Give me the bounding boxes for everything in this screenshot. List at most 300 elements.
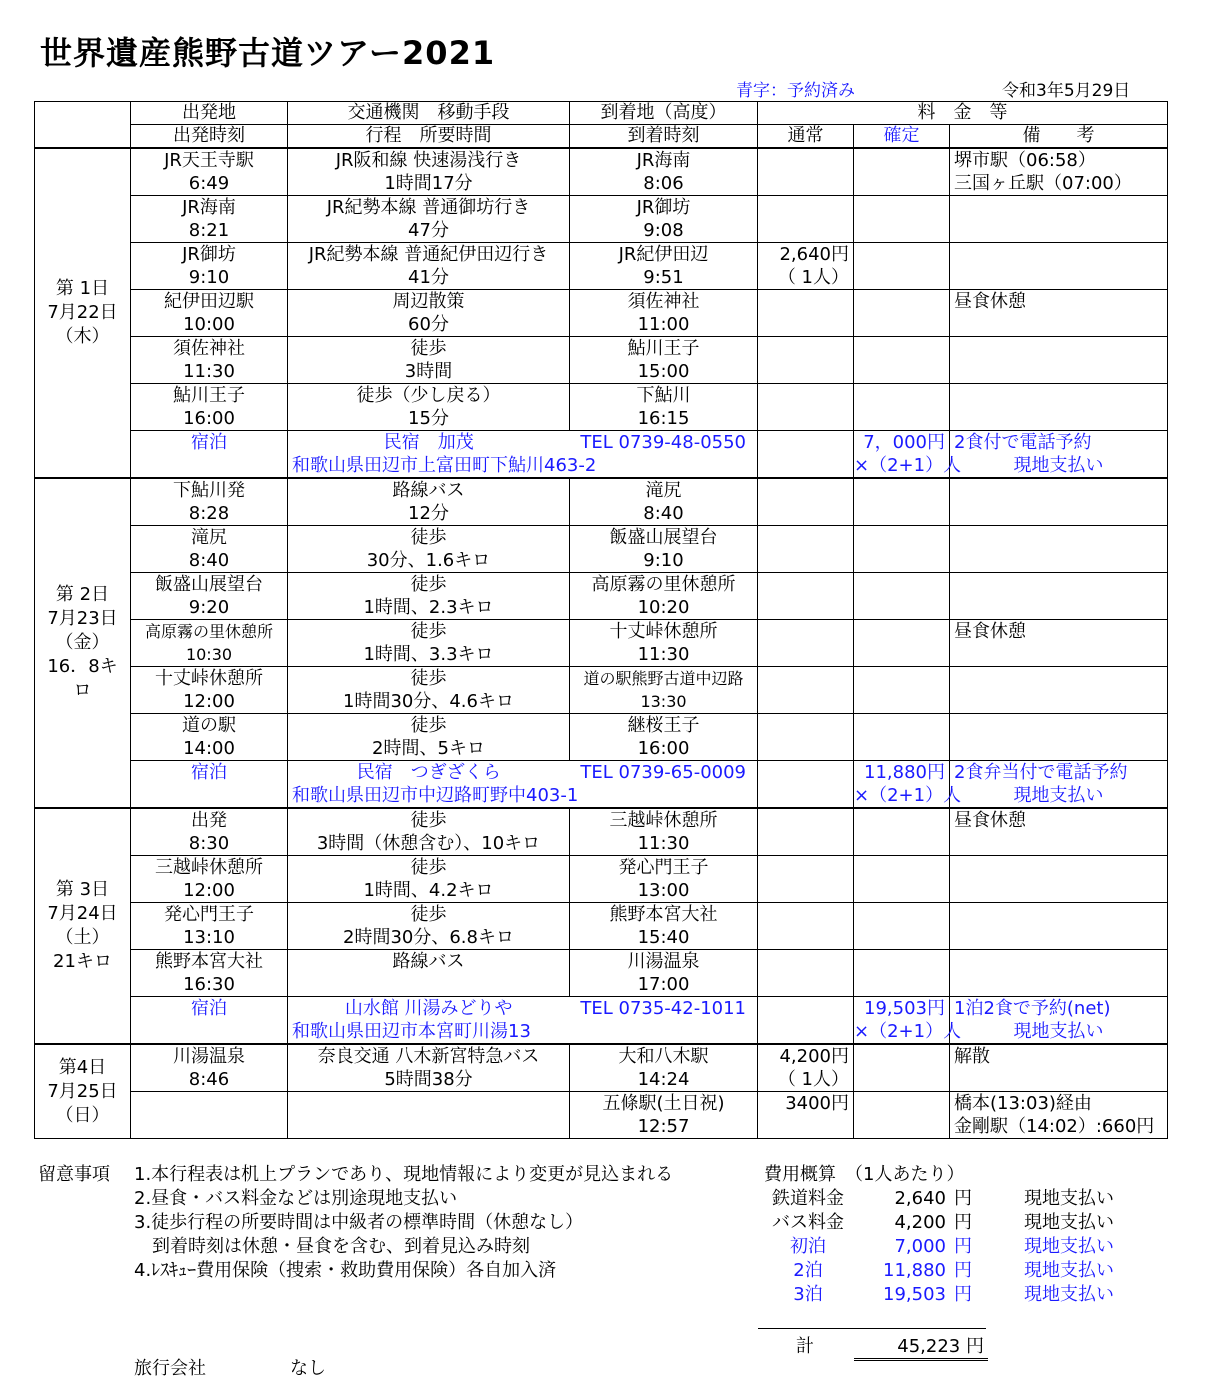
cell-line: 十丈峠休憩所	[609, 621, 718, 642]
transport-cell	[288, 808, 570, 856]
cell-line: 8:46	[188, 1069, 230, 1090]
remarks-cell	[950, 997, 1168, 1045]
cost-row	[764, 1235, 1114, 1259]
transport-cell	[288, 856, 570, 903]
cell-line: JR紀勢本線 普通紀伊田辺行き	[308, 244, 549, 265]
remarks-cell	[950, 243, 1168, 290]
arrival-cell	[570, 620, 758, 667]
cell-line: 宿泊	[191, 998, 227, 1019]
transport-cell	[288, 243, 570, 290]
cell-line: 滝尻	[191, 527, 227, 548]
cell-line: 金剛駅（14:02）:660円	[954, 1116, 1155, 1137]
total-label: 計	[796, 1336, 814, 1357]
lodging-line	[288, 761, 757, 784]
day-label	[35, 478, 131, 808]
arrival-cell	[570, 573, 758, 620]
cell-line: 飯盛山展望台	[155, 574, 263, 595]
header-arrival: 到着地（高度）	[570, 102, 758, 125]
cell-line: 9:10	[643, 550, 684, 571]
cell-line: 十丈峠休憩所	[155, 668, 263, 689]
transport-cell	[288, 478, 570, 526]
departure-cell	[131, 148, 288, 196]
cell-line: ×（2+1）人	[854, 1021, 962, 1042]
cell-line: 三国ヶ丘駅（07:00）	[954, 173, 1132, 194]
cell-line: （金）	[55, 632, 110, 653]
cell-line: 13:30	[640, 692, 687, 711]
cell-line: 1時間、2.3キロ	[363, 597, 494, 618]
cell-line: 第 1日	[55, 278, 110, 299]
lodging-label	[131, 997, 288, 1045]
departure-cell	[131, 667, 288, 714]
cell-line: 滝尻	[645, 480, 682, 501]
cell-line: 川湯温泉	[173, 1046, 245, 1067]
remarks-cell	[950, 573, 1168, 620]
header-row-2	[35, 125, 1168, 149]
cell-line: 15分	[408, 408, 449, 429]
remarks-cell	[950, 950, 1168, 997]
normal-fee-cell	[758, 761, 854, 809]
cost-item-unit: 円	[954, 1212, 972, 1233]
cell-line: （ 1人）	[777, 267, 849, 288]
cell-line: 現地支払い	[1013, 1021, 1104, 1042]
cost-row	[764, 1211, 1114, 1235]
notes-label: 留意事項	[38, 1164, 110, 1185]
transport-cell	[288, 1044, 570, 1092]
arrival-cell	[570, 903, 758, 950]
header-departure-time: 出発時刻	[131, 125, 288, 149]
cell-line: 熊野本宮大社	[609, 904, 718, 925]
cost-item-payment: 現地支払い	[1024, 1260, 1114, 1281]
cell-line: 2,640円	[779, 244, 849, 265]
cell-line: 現地支払い	[1013, 455, 1104, 476]
confirmed-fee-cell	[854, 620, 950, 667]
cell-line: ×（2+1）人	[854, 785, 962, 806]
confirmed-fee-cell	[854, 243, 950, 290]
remarks-cell	[950, 667, 1168, 714]
confirmed-fee-cell	[854, 337, 950, 384]
cell-line: 11,880円	[864, 762, 945, 783]
arrival-cell	[570, 196, 758, 243]
cell-line: 11:30	[637, 833, 690, 854]
cell-line: 8:21	[188, 220, 230, 241]
cell-line: 下鮎川発	[173, 480, 245, 501]
header-fees: 料 金 等	[758, 102, 1168, 125]
cell-line: 8:30	[188, 833, 230, 854]
lodging-phone: TEL 0739-48-0550	[580, 432, 747, 453]
cell-line: 1時間17分	[384, 173, 473, 194]
transport-cell	[288, 148, 570, 196]
departure-cell	[131, 478, 288, 526]
lodging-phone: TEL 0735-42-1011	[580, 998, 747, 1019]
cell-line: 9:20	[188, 597, 230, 618]
cell-line: 12分	[408, 503, 449, 524]
arrival-cell	[570, 714, 758, 761]
confirmed-fee-cell	[854, 1044, 950, 1092]
normal-fee-cell	[758, 384, 854, 431]
cell-line: 16:30	[183, 974, 235, 995]
remarks-cell	[950, 856, 1168, 903]
transport-cell	[288, 667, 570, 714]
cost-title: 費用概算 （1人あたり）	[764, 1164, 965, 1185]
lodging-label	[131, 761, 288, 809]
remarks-cell	[950, 478, 1168, 526]
cell-line: 41分	[408, 267, 449, 288]
normal-fee-cell	[758, 148, 854, 196]
cell-line: 7月23日	[47, 608, 118, 629]
arrival-cell	[570, 290, 758, 337]
confirmed-fee-cell	[854, 950, 950, 997]
cell-line: 11:30	[183, 361, 235, 382]
normal-fee-cell	[758, 667, 854, 714]
normal-fee-cell	[758, 526, 854, 573]
notes-list	[134, 1163, 673, 1283]
cell-line: 8:06	[643, 173, 684, 194]
itinerary-row	[35, 196, 1168, 243]
departure-cell	[131, 290, 288, 337]
itinerary-row	[35, 808, 1168, 856]
cell-line: 3時間（休憩含む）、10キロ	[316, 833, 541, 854]
confirmed-fee-cell	[854, 667, 950, 714]
cell-line: 12:00	[183, 880, 235, 901]
cell-line: 徒歩（少し戻る）	[356, 385, 501, 406]
lodging-address: 和歌山県田辺市本宮町川湯13	[292, 1021, 531, 1042]
lodging-address: 和歌山県田辺市上富田町下鮎川463-2	[292, 455, 597, 476]
cell-line: 2時間30分、6.8キロ	[343, 927, 514, 948]
confirmed-fee-cell	[854, 478, 950, 526]
agency-value: なし	[290, 1358, 326, 1379]
cell-line: JR御坊	[182, 244, 236, 265]
cell-line: 7月24日	[47, 903, 118, 924]
cell-line: JR紀勢本線 普通御坊行き	[326, 197, 531, 218]
cell-line: 周辺散策	[392, 291, 465, 312]
header-row-1	[35, 102, 1168, 125]
cell-line: 10:30	[185, 645, 233, 664]
cell-line: 9:08	[643, 220, 684, 241]
cell-line: 熊野本宮大社	[155, 951, 263, 972]
cost-row	[764, 1187, 1114, 1211]
cell-line: 道の駅	[182, 715, 236, 736]
cell-line: 8:40	[188, 550, 230, 571]
note-item: 到着時刻は休憩・昼食を含む、到着見込み時刻	[134, 1236, 530, 1257]
cell-line: （日）	[55, 1104, 110, 1126]
confirmed-fee-cell	[854, 148, 950, 196]
cost-item-value: 11,880	[883, 1260, 946, 1281]
departure-cell	[131, 384, 288, 431]
cell-line: 8:40	[643, 503, 684, 524]
itinerary-row	[35, 903, 1168, 950]
cell-line: JR紀伊田辺	[618, 244, 709, 265]
itinerary-row	[35, 384, 1168, 431]
itinerary-row	[35, 950, 1168, 997]
cell-line: 16:00	[183, 408, 235, 429]
lodging-info	[288, 431, 758, 479]
departure-cell	[131, 526, 288, 573]
note-item: 4.ﾚｽｷｭｰ費用保険（捜索・救助費用保険）各自加入済	[134, 1260, 557, 1281]
transport-cell	[288, 714, 570, 761]
cell-line: 30分、1.6キロ	[366, 550, 491, 571]
normal-fee-cell	[758, 856, 854, 903]
cell-line: 徒歩	[410, 621, 447, 642]
cell-line: 徒歩	[410, 857, 447, 878]
remarks-cell	[950, 1092, 1168, 1139]
cell-line: 6:49	[188, 173, 230, 194]
cell-line: 13:10	[183, 927, 235, 948]
cell-line: 飯盛山展望台	[609, 527, 718, 548]
confirmed-fee-cell	[854, 384, 950, 431]
arrival-cell	[570, 808, 758, 856]
itinerary-row	[35, 620, 1168, 667]
confirmed-fee-cell	[854, 856, 950, 903]
cell-line: JR海南	[182, 197, 236, 218]
cell-line: 14:00	[183, 738, 235, 759]
cell-line: 21キロ	[53, 951, 112, 972]
day-label	[35, 148, 131, 478]
confirmed-fee-cell	[854, 761, 962, 809]
cell-line: 1泊2食で予約(net)	[954, 998, 1111, 1019]
lodging-row	[35, 761, 1168, 809]
lodging-info	[288, 761, 758, 809]
cost-row	[764, 1259, 1114, 1283]
cell-line: 宿泊	[191, 762, 227, 783]
itinerary-row	[35, 243, 1168, 290]
lodging-row	[35, 997, 1168, 1045]
cell-line: 徒歩	[410, 338, 447, 359]
cell-line: 16．8キ	[47, 656, 118, 677]
day-label	[35, 808, 131, 1044]
note-item: 3.徒歩行程の所要時間は中級者の標準時間（休憩なし）	[134, 1212, 584, 1233]
remarks-cell	[950, 384, 1168, 431]
remarks-cell	[950, 1044, 1168, 1092]
cost-row	[764, 1283, 1114, 1307]
normal-fee-cell	[758, 243, 854, 290]
cell-line: 須佐神社	[627, 291, 700, 312]
cell-line: 2時間、5キロ	[372, 738, 485, 759]
cell-line: 大和八木駅	[618, 1046, 709, 1067]
header-departure: 出発地	[131, 102, 288, 125]
cell-line: 4,200円	[779, 1046, 849, 1067]
cost-item-unit: 円	[954, 1260, 972, 1281]
cell-line: 16:15	[637, 408, 690, 429]
arrival-cell	[570, 384, 758, 431]
cell-line: 鮎川王子	[173, 385, 245, 406]
legend-reserved: 青字：予約済み	[736, 81, 855, 101]
remarks-cell	[950, 903, 1168, 950]
cell-line: 発心門王子	[164, 904, 254, 925]
remarks-cell	[950, 290, 1168, 337]
arrival-cell	[570, 856, 758, 903]
cost-summary	[764, 1163, 1114, 1307]
note-item: 2.昼食・バス料金などは別途現地支払い	[134, 1188, 458, 1209]
cell-line: 宿泊	[191, 432, 227, 453]
cost-item-label: 初泊	[790, 1236, 826, 1257]
cell-line: 7，000円	[863, 432, 945, 453]
remarks-cell	[950, 761, 1168, 809]
cell-line: 1時間、3.3キロ	[363, 644, 494, 665]
cell-line: 下鮎川	[636, 385, 691, 406]
itinerary-row	[35, 856, 1168, 903]
lodging-address: 和歌山県田辺市中辺路町野中403-1	[292, 785, 579, 806]
cost-item-label: 鉄道料金	[772, 1188, 844, 1209]
cell-line: 継桜王子	[627, 715, 700, 736]
cell-line: 10:00	[183, 314, 235, 335]
arrival-cell	[570, 950, 758, 997]
cell-line: 昼食休憩	[954, 291, 1026, 312]
departure-cell	[131, 337, 288, 384]
cell-line: 奈良交通 八木新宮特急バス	[317, 1046, 540, 1067]
remarks-cell	[950, 714, 1168, 761]
normal-fee-cell	[758, 1092, 854, 1139]
transport-cell	[288, 337, 570, 384]
itinerary-row	[35, 573, 1168, 620]
lodging-label	[131, 431, 288, 479]
cell-line: 路線バス	[392, 951, 465, 972]
remarks-cell	[950, 808, 1168, 856]
lodging-name: 山水館 川湯みどりや	[344, 998, 513, 1019]
transport-cell	[288, 950, 570, 997]
cost-item-value: 4,200	[894, 1212, 946, 1233]
cell-line: ×（2+1）人	[854, 455, 962, 476]
document-date: 令和3年5月29日	[1002, 81, 1131, 101]
confirmed-fee-cell	[854, 808, 950, 856]
cell-line: 9:10	[188, 267, 230, 288]
confirmed-fee-cell	[854, 196, 950, 243]
remarks-cell	[950, 196, 1168, 243]
transport-cell	[288, 384, 570, 431]
cell-line: 16:00	[637, 738, 690, 759]
transport-cell	[288, 526, 570, 573]
cell-line: 三越峠休憩所	[609, 810, 718, 831]
note-item: 1.本行程表は机上プランであり、現地情報により変更が見込まれる	[134, 1164, 674, 1185]
cost-item-payment: 現地支払い	[1024, 1212, 1114, 1233]
normal-fee-cell	[758, 478, 854, 526]
cost-item-payment: 現地支払い	[1024, 1188, 1114, 1209]
itinerary-row	[35, 337, 1168, 384]
cell-line: 7月22日	[47, 302, 118, 323]
lodging-row	[35, 431, 1168, 479]
itinerary-row	[35, 478, 1168, 526]
normal-fee-cell	[758, 196, 854, 243]
cell-line: JR天王寺駅	[164, 150, 254, 171]
cell-line: 現地支払い	[1013, 785, 1104, 806]
departure-cell	[131, 903, 288, 950]
arrival-cell	[570, 1092, 758, 1139]
cell-line: 徒歩	[410, 574, 447, 595]
header-transport: 交通機関 移動手段	[288, 102, 570, 125]
header-normal: 通常	[758, 125, 854, 149]
remarks-cell	[950, 526, 1168, 573]
arrival-cell	[570, 148, 758, 196]
departure-cell	[131, 243, 288, 290]
cell-line: 第 3日	[55, 879, 110, 900]
cell-line: 3時間	[404, 361, 453, 382]
cell-line: 3400円	[785, 1093, 849, 1114]
itinerary-row	[35, 667, 1168, 714]
cell-line: 高原霧の里休憩所	[591, 574, 736, 595]
arrival-cell	[570, 478, 758, 526]
arrival-cell	[570, 337, 758, 384]
cell-line: 15:00	[637, 361, 690, 382]
cell-line: 昼食休憩	[954, 621, 1026, 642]
cell-line: 徒歩	[410, 527, 447, 548]
arrival-cell	[570, 667, 758, 714]
cell-line: 15:40	[637, 927, 690, 948]
cell-line: 8:28	[188, 503, 230, 524]
cell-line: 道の駅熊野古道中辺路	[583, 669, 744, 688]
cost-item-payment: 現地支払い	[1024, 1284, 1114, 1305]
cost-item-unit: 円	[954, 1284, 972, 1305]
header-remarks: 備 考	[950, 125, 1168, 149]
cost-item-payment: 現地支払い	[1024, 1236, 1114, 1257]
arrival-cell	[570, 243, 758, 290]
travel-agency	[134, 1354, 326, 1380]
cell-line: 2食付で電話予約	[954, 432, 1092, 453]
cost-item-value: 2,640	[894, 1188, 946, 1209]
cost-item-label: 2泊	[793, 1260, 823, 1281]
cell-line: （木）	[55, 326, 110, 347]
normal-fee-cell	[758, 573, 854, 620]
lodging-line	[288, 997, 757, 1020]
cell-line: 鮎川王子	[627, 338, 700, 359]
remarks-cell	[950, 620, 1168, 667]
header-day	[35, 102, 131, 149]
cell-line: ロ	[73, 680, 92, 701]
transport-cell	[288, 1092, 570, 1139]
total-value: 45,223 円	[854, 1332, 988, 1361]
normal-fee-cell	[758, 431, 854, 479]
cell-line: 徒歩	[410, 904, 447, 925]
cell-line: 1時間30分、4.6キロ	[343, 691, 514, 712]
cell-line: 12:57	[637, 1116, 690, 1137]
cell-line: （ 1人）	[777, 1069, 849, 1090]
cell-line: 47分	[408, 220, 449, 241]
cost-item-label: 3泊	[793, 1284, 823, 1305]
normal-fee-cell	[758, 808, 854, 856]
cell-line: 19,503円	[864, 998, 945, 1019]
cell-line: 徒歩	[410, 810, 447, 831]
agency-label: 旅行会社	[134, 1358, 206, 1379]
cell-line: 出発	[191, 810, 227, 831]
departure-cell	[131, 950, 288, 997]
header-arrival-time: 到着時刻	[570, 125, 758, 149]
itinerary-row	[35, 714, 1168, 761]
cell-line: 三越峠休憩所	[155, 857, 263, 878]
cell-line: 7月25日	[47, 1080, 118, 1102]
cell-line: 13:00	[637, 880, 690, 901]
confirmed-fee-cell	[854, 1092, 950, 1139]
cell-line: 昼食休憩	[954, 810, 1026, 831]
confirmed-fee-cell	[854, 997, 962, 1045]
cell-line: 2食弁当付で電話予約	[954, 762, 1128, 783]
cell-line: 1時間、4.2キロ	[363, 880, 494, 901]
confirmed-fee-cell	[854, 290, 950, 337]
cell-line: 堺市駅（06:58）	[954, 150, 1096, 171]
transport-cell	[288, 196, 570, 243]
departure-cell	[131, 620, 288, 667]
cell-line: 紀伊田辺駅	[164, 291, 254, 312]
cell-line: 14:24	[637, 1069, 690, 1090]
cell-line: 第4日	[58, 1056, 107, 1078]
itinerary-row	[35, 1092, 1168, 1139]
departure-cell	[131, 856, 288, 903]
transport-cell	[288, 903, 570, 950]
cost-item-value: 19,503	[883, 1284, 946, 1305]
confirmed-fee-cell	[854, 903, 950, 950]
cell-line: JR御坊	[636, 197, 691, 218]
remarks-cell	[950, 431, 1168, 479]
cell-line: 高原霧の里休憩所	[144, 622, 273, 641]
cell-line: （土）	[55, 927, 110, 948]
cell-line: 9:51	[643, 267, 684, 288]
